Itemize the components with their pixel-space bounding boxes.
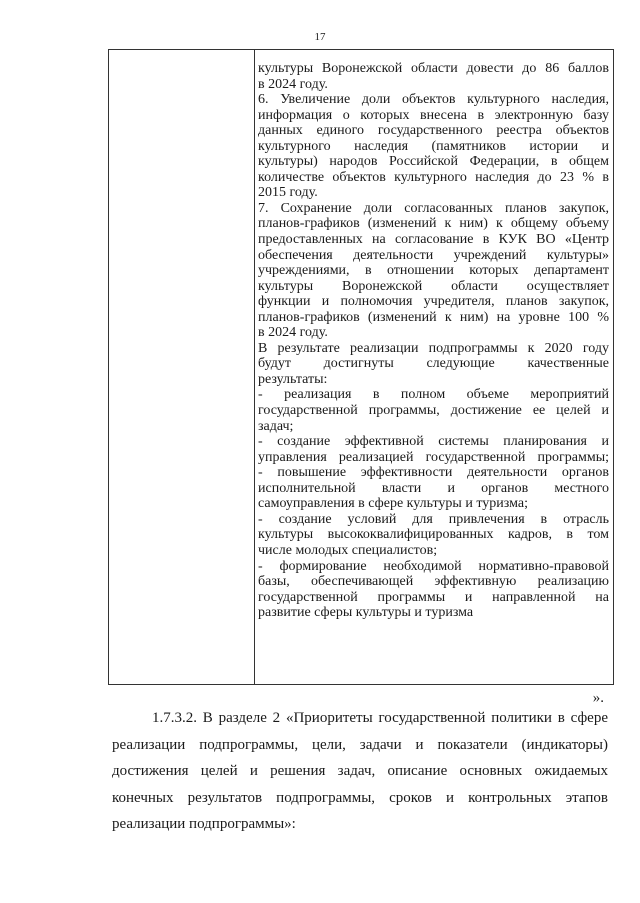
table-text-line: - формирование необходимой нормативно-правовой [258, 558, 609, 574]
table-text-line: предоставленных на согласование в КУК ВО «Центр [258, 232, 609, 248]
table-text-line: планов-графиков (изменений к ним) к общему объему [258, 216, 609, 232]
paragraph-line: 1.7.3.2. В разделе 2 «Приоритеты государственной политики в сфере [152, 710, 608, 726]
table-text-line: - создание эффективной системы планирования и [258, 434, 609, 450]
table-text-line: культуры высококвалифицированных кадров, в том [258, 527, 609, 543]
table-text-line: в 2024 году. [258, 325, 328, 341]
table-text-line: 2015 году. [258, 185, 318, 201]
table-text-line: функции и полномочия учредителя, планов закупок, [258, 294, 609, 310]
table-text-line: в 2024 году. [258, 76, 328, 92]
table-text-line: планов-графиков (изменений к ним) на уровне 100 % [258, 309, 609, 325]
table-text-line: государственной программы, достижение ее целей и [258, 403, 609, 419]
table-text-line: исполнительной власти и органов местного [258, 480, 609, 496]
table-text-line: информация о которых внесена в электронную базу [258, 107, 609, 123]
paragraph-line: конечных результатов подпрограммы, сроков и контрольных этапов [112, 789, 608, 806]
paragraph-line: реализации подпрограммы, цели, задачи и показатели (индикаторы) [112, 736, 608, 753]
table-text-line: - реализация в полном объеме мероприятий [258, 387, 609, 403]
table-text-line: развитие сферы культуры и туризма [258, 605, 474, 621]
table-text-line: числе молодых специалистов; [258, 542, 438, 558]
table-text-line: количестве объектов культурного наследия до 23 % в [258, 169, 609, 185]
paragraph-line: реализации подпрограммы»: [112, 816, 296, 832]
table-text-line: культуры) народов Российской Федерации, в общем [258, 154, 609, 170]
table-text-line: обеспечения деятельности учреждений культуры» [258, 247, 609, 263]
table-right-cell [255, 61, 613, 621]
page-number: 17 [314, 31, 326, 43]
table-text-line: культуры Воронежской области осуществляет [258, 278, 609, 294]
body-paragraph [112, 705, 608, 838]
table-text-line: культурного наследия (памятников истории и [258, 138, 609, 154]
table-text-line: - создание условий для привлечения в отрасль [258, 511, 609, 527]
table-text-line: 6. Увеличение доли объектов культурного наследия, [258, 92, 609, 108]
table-text-line: данных единого государственного реестра объектов [258, 123, 609, 139]
table-text-line: В результате реализации подпрограммы к 2020 году [258, 340, 609, 356]
table-left-cell [109, 50, 255, 684]
closing-quote: ». [592, 690, 604, 706]
document-table [108, 49, 614, 685]
table-text-line: базы, обеспечивающей эффективную реализацию [258, 574, 609, 590]
table-text-line: - повышение эффективности деятельности органов [258, 465, 609, 481]
table-text-line: управления реализацией государственной программы; [258, 449, 609, 465]
table-text-line: результаты: [258, 371, 328, 387]
table-text-line: учреждениями, в отношении которых департамент [258, 263, 609, 279]
table-text-line: 7. Сохранение доли согласованных планов закупок, [258, 200, 609, 216]
table-text-line: государственной программы и направленной на [258, 589, 609, 605]
table-text-line: задач; [258, 418, 294, 434]
table-text-line: культуры Воронежской области довести до 86 баллов [258, 61, 609, 76]
table-text-line: будут достигнуты следующие качественные [258, 356, 609, 372]
paragraph-line: достижения целей и решения задач, описание основных ожидаемых [112, 763, 608, 779]
table-text-line: самоуправления в сфере культуры и туризма; [258, 496, 528, 512]
